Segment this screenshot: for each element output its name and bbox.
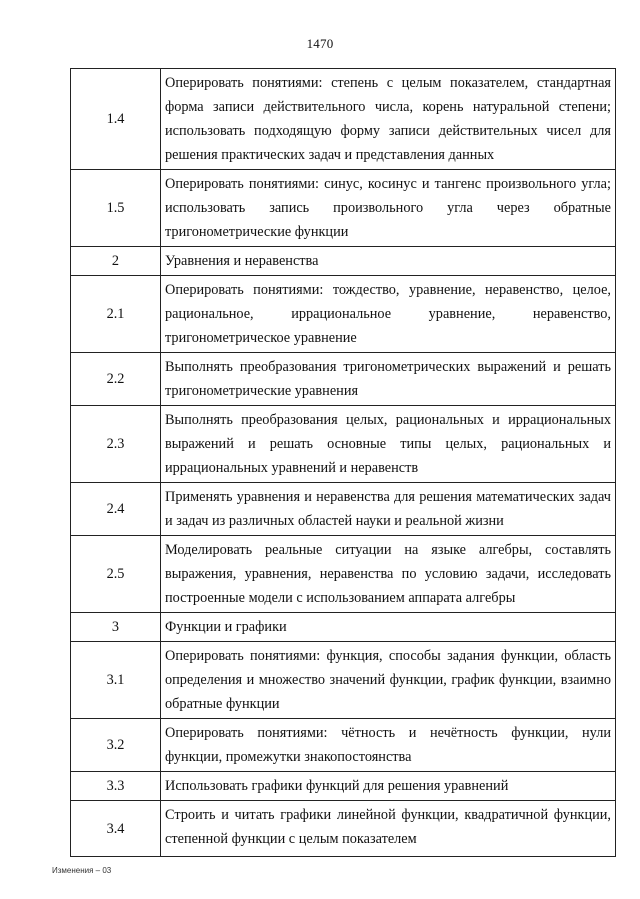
- row-description: Оперировать понятиями: синус, косинус и тангенс произвольного угла; использовать запись произвольного угла через обратные тригонометрические функции: [161, 170, 616, 247]
- table-row: [71, 801, 616, 857]
- table-row: [71, 772, 616, 801]
- row-code: 2.1: [71, 276, 161, 353]
- row-code: 2.3: [71, 406, 161, 483]
- row-code: 3.1: [71, 642, 161, 719]
- row-description: Оперировать понятиями: чётность и нечётность функции, нули функции, промежутки знакопостоянства: [161, 719, 616, 772]
- row-code: 2: [71, 247, 161, 276]
- table-row: [71, 247, 616, 276]
- row-description: Уравнения и неравенства: [161, 247, 616, 276]
- table-row: [71, 483, 616, 536]
- row-description: Моделировать реальные ситуации на языке алгебры, составлять выражения, уравнения, неравенства по условию задачи, исследовать построенные модели с использованием аппарата алгебры: [161, 536, 616, 613]
- row-code: 3.4: [71, 801, 161, 857]
- table-row: [71, 613, 616, 642]
- requirements-table: [70, 68, 616, 857]
- row-code: 3: [71, 613, 161, 642]
- table-row: [71, 353, 616, 406]
- row-description: Использовать графики функций для решения уравнений: [161, 772, 616, 801]
- row-description: Строить и читать графики линейной функции, квадратичной функции, степенной функции с целым показателем: [161, 801, 616, 857]
- table-row: [71, 642, 616, 719]
- row-code: 2.2: [71, 353, 161, 406]
- row-description: Применять уравнения и неравенства для решения математических задач и задач из различных областей науки и реальной жизни: [161, 483, 616, 536]
- row-description: Выполнять преобразования тригонометрических выражений и решать тригонометрические уравнения: [161, 353, 616, 406]
- table-row: [71, 536, 616, 613]
- footer-revision: Изменения – 03: [52, 866, 112, 875]
- row-description: Выполнять преобразования целых, рациональных и иррациональных выражений и решать основные типы целых, рациональных и иррациональных уравнений и неравенств: [161, 406, 616, 483]
- table-row: [71, 170, 616, 247]
- table-row: [71, 406, 616, 483]
- row-code: 3.2: [71, 719, 161, 772]
- row-description: Функции и графики: [161, 613, 616, 642]
- row-description: Оперировать понятиями: тождество, уравнение, неравенство, целое, рациональное, иррациональное уравнение, неравенство, тригонометрическое уравнение: [161, 276, 616, 353]
- row-code: 3.3: [71, 772, 161, 801]
- row-code: 2.5: [71, 536, 161, 613]
- table-row: [71, 719, 616, 772]
- table-row: [71, 276, 616, 353]
- table-row: [71, 69, 616, 170]
- row-code: 2.4: [71, 483, 161, 536]
- row-code: 1.4: [71, 69, 161, 170]
- row-code: 1.5: [71, 170, 161, 247]
- page-number: 1470: [306, 36, 334, 51]
- row-description: Оперировать понятиями: функция, способы задания функции, область определения и множество значений функции, график функции, взаимно обратные функции: [161, 642, 616, 719]
- row-description: Оперировать понятиями: степень с целым показателем, стандартная форма записи действительного числа, корень натуральной степени; использовать подходящую форму записи действительных чисел для решения практических задач и представления данных: [161, 69, 616, 170]
